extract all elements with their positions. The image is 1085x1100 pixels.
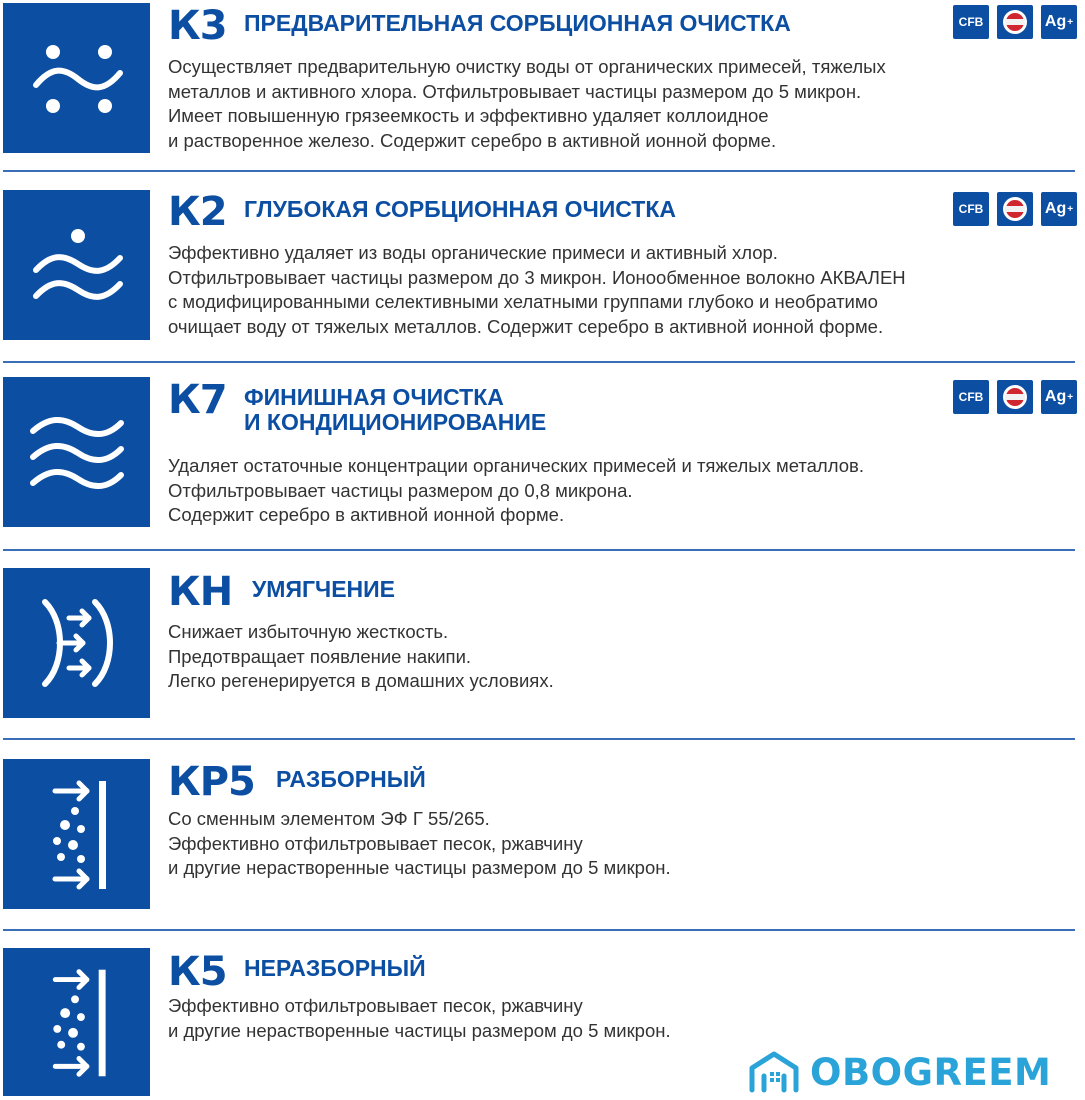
filter-title: РАЗБОРНЫЙ bbox=[276, 766, 426, 792]
filter-title: ГЛУБОКАЯ СОРБЦИОННАЯ ОЧИСТКА bbox=[244, 196, 676, 222]
filter-description: Эффективно отфильтровывает песок, ржавчину и другие нерастворенные частицы размером до 5 микрон. bbox=[168, 995, 671, 1041]
filter-code: К2 bbox=[168, 189, 227, 235]
filter-title: ФИНИШНАЯ ОЧИСТКА И КОНДИЦИОНИРОВАНИЕ bbox=[244, 384, 547, 435]
certification-badges bbox=[953, 192, 1077, 226]
filter-code: КР5 bbox=[168, 759, 255, 805]
section-k7 bbox=[0, 363, 1085, 550]
silver-ag-badge: Ag + bbox=[1041, 5, 1077, 39]
filter-code: К3 bbox=[168, 3, 227, 49]
wave-dots-icon bbox=[3, 3, 150, 153]
filter-description: Удаляет остаточные концентрации органических примесей и тяжелых металлов. Отфильтровывает частицы размером до 0,8 микрона. Содержит серебро в активной ионной форме. bbox=[168, 455, 864, 525]
filter-title: УМЯГЧЕНИЕ bbox=[252, 576, 396, 602]
silver-ag-badge: Ag + bbox=[1041, 380, 1077, 414]
filter-description: Снижает избыточную жесткость. Предотвращает появление накипи. Легко регенерируется в домашних условиях. bbox=[168, 621, 554, 691]
quality-seal-badge bbox=[997, 380, 1033, 414]
seal-icon bbox=[1003, 10, 1027, 34]
certification-badges bbox=[953, 380, 1077, 414]
seal-icon bbox=[1003, 385, 1027, 409]
cfb-badge: CFB bbox=[953, 192, 989, 226]
section-k3 bbox=[0, 0, 1085, 170]
quality-seal-badge bbox=[997, 5, 1033, 39]
cfb-badge: CFB bbox=[953, 380, 989, 414]
cfb-badge: CFB bbox=[953, 5, 989, 39]
filter-title: ПРЕДВАРИТЕЛЬНАЯ СОРБЦИОННАЯ ОЧИСТКА bbox=[244, 10, 791, 36]
obogreem-logo[interactable] bbox=[746, 1050, 1051, 1094]
section-kn bbox=[0, 551, 1085, 739]
certification-badges bbox=[953, 5, 1077, 39]
triple-wave-icon bbox=[3, 377, 150, 527]
filter-code: КН bbox=[168, 569, 233, 615]
seal-icon bbox=[1003, 197, 1027, 221]
section-kr5 bbox=[0, 740, 1085, 929]
double-wave-icon bbox=[3, 190, 150, 340]
quality-seal-badge bbox=[997, 192, 1033, 226]
section-k2 bbox=[0, 172, 1085, 362]
filter-description: Со сменным элементом ЭФ Г 55/265. Эффективно отфильтровывает песок, ржавчину и другие нерастворенные частицы размером до 5 микрон. bbox=[168, 808, 671, 878]
softening-arrows-icon bbox=[3, 568, 150, 718]
filter-description: Эффективно удаляет из воды органические примеси и активный хлор. Отфильтровывает частицы размером до 3 микрон. Ионообменное волокно АКВАЛЕН с модифицированными селективными хелатными группами глубоко и необратимо очищает воду от тяжелых металлов. Содержит серебро в активной ионной форме. bbox=[168, 242, 906, 337]
filter-title: НЕРАЗБОРНЫЙ bbox=[244, 955, 426, 981]
filter-code: К7 bbox=[168, 377, 227, 423]
filter-code: К5 bbox=[168, 949, 227, 995]
silver-ag-badge: Ag + bbox=[1041, 192, 1077, 226]
house-logo-icon bbox=[746, 1050, 802, 1094]
filter-barrier-icon bbox=[3, 948, 150, 1096]
filter-description: Осуществляет предварительную очистку воды от органических примесей, тяжелых металлов и активного хлора. Отфильтровывает частицы размером до 5 микрон. Имеет повышенную грязеемкость и эффективно удаляет коллоидное и растворенное железо. Содержит серебро в активной ионной форме. bbox=[168, 56, 886, 151]
logo-text: OBOGREEM bbox=[810, 1050, 1052, 1094]
filter-barrier-icon bbox=[3, 759, 150, 909]
